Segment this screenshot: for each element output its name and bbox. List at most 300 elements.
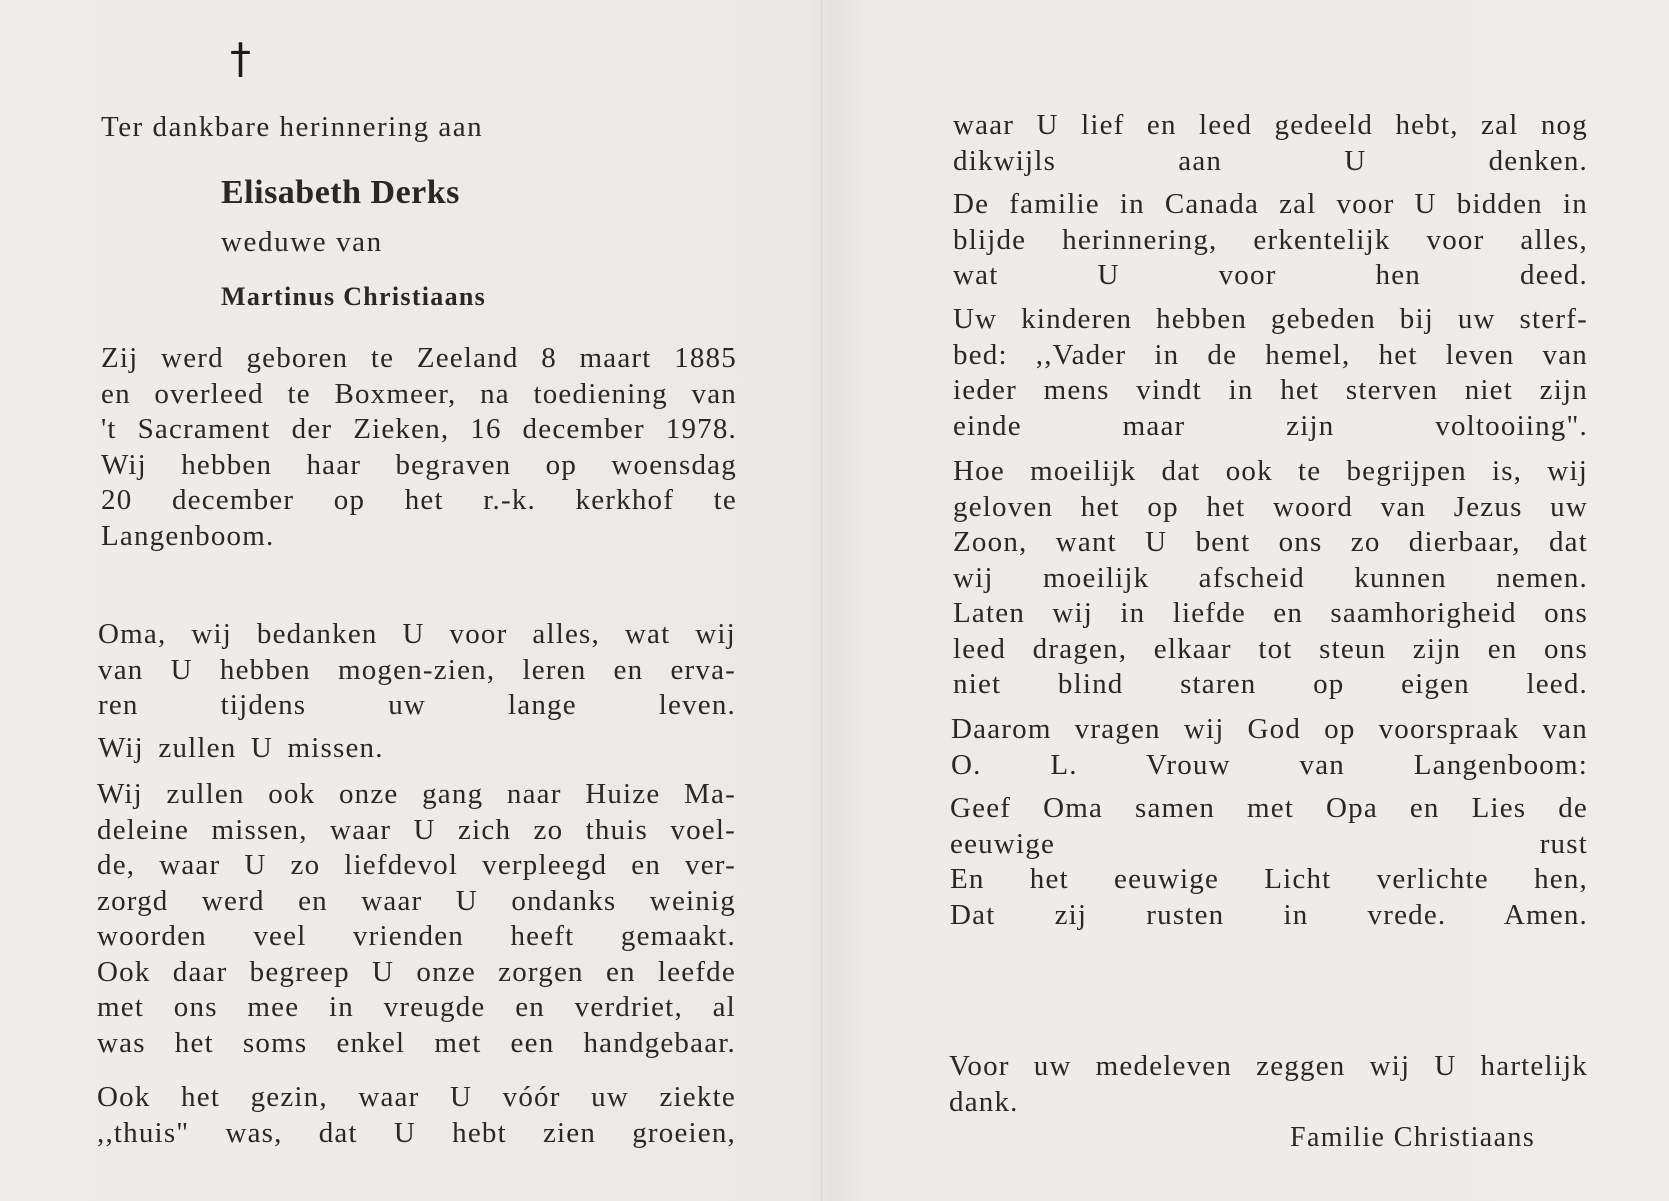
text-line <box>953 632 1588 668</box>
word: op <box>1324 713 1356 745</box>
text-line-content: Langenboom. <box>101 519 275 552</box>
word: liefdevol <box>344 849 459 881</box>
word: en <box>605 955 636 988</box>
text-line-content: O. L. Vrouw van Langenboom: <box>951 748 1588 781</box>
word: Daarom <box>951 713 1052 745</box>
word: U <box>1036 109 1059 141</box>
text-line <box>953 409 1588 445</box>
text-line <box>949 1049 1588 1085</box>
word: God <box>1247 713 1302 745</box>
text-line <box>953 596 1588 632</box>
word: voorspraak <box>1378 713 1520 745</box>
word: op <box>1147 490 1179 523</box>
word: waar <box>159 849 221 881</box>
word: leefde <box>657 955 736 988</box>
text-line <box>97 884 736 920</box>
word: zo <box>533 813 564 846</box>
word: wij <box>1369 1050 1411 1082</box>
word: werd <box>201 884 265 917</box>
word: moeilijk <box>1030 455 1137 487</box>
word: U <box>402 618 425 650</box>
word: in <box>1562 188 1588 220</box>
word: zijn <box>1539 374 1588 406</box>
word: bent <box>1195 526 1251 558</box>
word: wij <box>1052 597 1094 629</box>
word: al <box>712 991 736 1023</box>
word: geboren <box>246 342 349 374</box>
birth-paragraph <box>101 341 737 554</box>
text-line <box>953 258 1588 294</box>
word: deleine <box>97 813 190 846</box>
word: zullen <box>166 778 245 810</box>
word: en <box>631 849 662 881</box>
word: verpleegd <box>482 849 608 881</box>
word: gezin, <box>250 1081 328 1113</box>
thanks-paragraph <box>98 617 736 724</box>
word: gedeeld <box>1274 109 1374 141</box>
word: 8 <box>541 342 557 374</box>
text-line-content: niet blind staren op eigen leed. <box>953 668 1588 700</box>
word: te <box>287 377 311 410</box>
para-faith <box>953 454 1588 703</box>
word: te <box>370 342 395 374</box>
text-line <box>97 1116 736 1152</box>
word: ook <box>268 778 316 810</box>
text-line <box>950 791 1588 827</box>
word: in <box>1120 597 1146 629</box>
text-line-content: einde maar zijn voltooiing". <box>953 409 1588 442</box>
word: het <box>1378 338 1418 371</box>
word: Uw <box>953 303 998 335</box>
word: blijde <box>953 223 1027 256</box>
word: overleed <box>154 377 264 410</box>
para-thanks <box>949 1049 1588 1120</box>
husband-name: Martinus Christiaans <box>221 282 487 311</box>
word: lief <box>1081 109 1125 141</box>
word: zien <box>542 1116 597 1149</box>
word: waar <box>330 813 392 846</box>
word: de <box>1558 792 1588 824</box>
word: woord <box>1272 490 1354 523</box>
word: U <box>244 849 267 881</box>
word: Oma, <box>98 618 167 650</box>
word: met <box>97 991 145 1023</box>
word: bedanken <box>256 618 378 650</box>
text-line <box>101 412 737 448</box>
word: 1978. <box>665 413 737 445</box>
word: hebben <box>181 448 273 481</box>
intro-line: Ter dankbare herinnering aan <box>101 111 484 143</box>
text-line-content: Dat zij rusten in vrede. Amen. <box>950 898 1588 931</box>
word: groeien, <box>632 1116 736 1149</box>
text-line <box>953 144 1588 180</box>
text-line <box>97 777 736 813</box>
word: ziekte <box>659 1081 736 1113</box>
word: dat <box>318 1116 358 1149</box>
text-line <box>951 712 1588 748</box>
word: te <box>713 484 737 516</box>
word: in <box>1154 338 1180 371</box>
word: ver- <box>685 849 736 881</box>
text-line <box>101 341 737 377</box>
word: onze <box>338 778 399 810</box>
word: samen <box>1134 792 1216 824</box>
word: van <box>1380 490 1427 523</box>
text-line <box>953 490 1588 526</box>
word: Wij <box>101 448 147 481</box>
text-line <box>953 338 1588 374</box>
word: wij <box>1183 713 1225 745</box>
word: is, <box>1491 455 1523 487</box>
word: het <box>1280 374 1320 406</box>
word: wij <box>191 618 232 650</box>
word: na <box>480 377 510 410</box>
word: zich <box>458 813 512 846</box>
word: wij <box>695 618 736 650</box>
word: Jezus <box>1453 490 1523 523</box>
text-line <box>97 1080 736 1116</box>
text-line <box>97 1026 736 1062</box>
word: ons <box>173 991 218 1023</box>
word: ondanks <box>511 884 617 917</box>
word: naar <box>506 778 562 810</box>
word: was, <box>225 1116 283 1149</box>
word: dragen, <box>1032 632 1128 665</box>
word: mee <box>247 991 300 1023</box>
word: ons <box>1544 632 1588 665</box>
text-line <box>98 617 736 653</box>
word: der <box>291 413 333 445</box>
word: en <box>515 991 545 1023</box>
word: van <box>98 653 144 686</box>
word: van <box>1542 713 1588 745</box>
word: U <box>413 813 436 846</box>
word: geloven <box>953 490 1054 523</box>
text-line <box>101 448 737 484</box>
word: wat <box>624 618 671 650</box>
word: weinig <box>649 884 736 917</box>
word: en <box>613 653 644 686</box>
word: kerkhof <box>575 484 675 516</box>
word: Hoe <box>953 455 1005 487</box>
text-line-content: En het eeuwige Licht verlichte hen, <box>950 863 1588 895</box>
huize-paragraph <box>97 777 736 1061</box>
word: op <box>333 484 366 516</box>
word: zo <box>1350 526 1381 558</box>
word: zorgd <box>97 884 169 917</box>
word: familie <box>1009 188 1100 220</box>
text-line <box>950 898 1588 934</box>
word: hebben <box>1156 303 1248 335</box>
text-line <box>953 373 1588 409</box>
text-line-content: wij moeilijk afscheid kunnen nemen. <box>953 561 1588 594</box>
word: U <box>1145 526 1168 558</box>
word: de, <box>97 849 136 881</box>
word: alles, <box>1520 223 1588 256</box>
word: 16 <box>470 413 502 445</box>
word: vragen <box>1074 713 1161 745</box>
word: vindt <box>1136 374 1202 406</box>
word: en <box>101 377 131 410</box>
word: voel- <box>670 813 736 846</box>
word: Wij <box>97 778 143 810</box>
text-line <box>953 187 1588 223</box>
word: mogen-zien, <box>337 653 496 686</box>
word: missen, <box>211 813 308 846</box>
word: zal <box>1279 188 1317 220</box>
word: elkaar <box>1153 632 1232 665</box>
text-line <box>950 827 1588 863</box>
text-line <box>101 483 737 519</box>
word: het <box>181 1081 221 1113</box>
word: december <box>522 413 645 445</box>
word: met <box>1247 792 1295 824</box>
word: Voor <box>949 1050 1010 1082</box>
word: herinnering, <box>1062 223 1218 256</box>
word: steun <box>1319 632 1387 665</box>
word: dat <box>1161 455 1201 487</box>
text-line <box>949 1085 1588 1121</box>
word: met <box>434 1026 482 1059</box>
word: ,,Vader <box>1035 338 1127 371</box>
word: haar <box>306 448 362 481</box>
word: daar <box>172 955 228 988</box>
word: nog <box>1540 109 1588 141</box>
word: Zeeland <box>416 342 519 374</box>
word: mens <box>1043 374 1110 406</box>
text-line <box>953 525 1588 561</box>
word: begreep <box>249 955 350 988</box>
text-line <box>953 302 1588 338</box>
word: en <box>298 884 328 917</box>
word: hebt <box>452 1116 507 1149</box>
word: ieder <box>953 374 1017 406</box>
right-page <box>823 0 1669 1201</box>
family-paragraph <box>97 1080 736 1151</box>
word: onze <box>416 955 476 988</box>
word: van <box>1542 338 1588 371</box>
word: te <box>1297 455 1322 487</box>
text-line-content: ren tijdens uw lange leven. <box>98 689 736 721</box>
word: uw <box>1550 490 1588 523</box>
word: uw <box>1033 1050 1072 1082</box>
text-line <box>951 748 1588 784</box>
word: kinderen <box>1021 303 1133 335</box>
deceased-name: Elisabeth Derks <box>221 174 460 211</box>
text-line-content: wat U voor hen deed. <box>953 259 1588 291</box>
text-line <box>97 813 736 849</box>
word: uw <box>591 1081 629 1113</box>
para-prayer <box>950 791 1588 933</box>
text-line <box>953 223 1588 259</box>
word: in <box>1228 374 1254 406</box>
word: in <box>329 991 354 1023</box>
family-signature: Familie Christiaans <box>1290 1122 1536 1153</box>
word: de <box>1207 338 1238 371</box>
word: U <box>372 955 395 988</box>
para-canada <box>953 187 1588 294</box>
word: enkel <box>336 1026 406 1059</box>
word: toediening <box>533 377 668 410</box>
text-line <box>97 955 736 991</box>
text-line <box>953 667 1588 703</box>
word: hemel, <box>1265 338 1351 371</box>
word: De <box>953 188 990 220</box>
text-line-content: eeuwige rust <box>950 827 1588 860</box>
miss-line: Wij zullen U missen. <box>98 732 384 764</box>
word: leven <box>1445 338 1515 371</box>
word: waar <box>358 1081 420 1113</box>
word: ons <box>1544 597 1588 629</box>
word: 20 <box>101 484 133 516</box>
left-page <box>0 0 820 1201</box>
word: Huize <box>585 778 661 810</box>
word: medeleven <box>1095 1050 1233 1082</box>
word: begrijpen <box>1346 455 1467 487</box>
word: gang <box>422 778 484 810</box>
word: Boxmeer, <box>334 377 457 410</box>
text-line <box>953 108 1588 144</box>
word: U <box>393 1116 417 1149</box>
word: thuis <box>585 813 649 846</box>
word: soms <box>242 1026 308 1059</box>
word: Oma <box>1043 792 1104 824</box>
word: r.-k. <box>483 484 536 516</box>
word: waar <box>953 109 1015 141</box>
para-shared-life <box>953 108 1588 179</box>
word: leed <box>953 632 1007 665</box>
word: Sacrament <box>137 413 271 445</box>
word: dierbaar, <box>1408 526 1521 558</box>
word: Zieken, <box>353 413 450 445</box>
word: het <box>1080 490 1120 523</box>
word: tot <box>1258 632 1293 665</box>
word: zeggen <box>1256 1050 1346 1082</box>
word: Ma- <box>684 778 736 810</box>
word: sterven <box>1345 374 1439 406</box>
word: hebben <box>219 653 311 686</box>
word: ,,thuis" <box>97 1116 190 1149</box>
word: Lies <box>1471 792 1527 824</box>
word: woensdag <box>611 448 737 481</box>
word: uw <box>1457 303 1496 335</box>
word: U <box>1414 188 1437 220</box>
word: hartelijk <box>1480 1050 1588 1082</box>
word: begraven <box>395 448 512 481</box>
word: 1885 <box>674 342 737 374</box>
word: U <box>170 653 193 686</box>
word: dat <box>1548 526 1588 558</box>
word: niet <box>1464 374 1513 406</box>
word: leed <box>1199 109 1253 141</box>
word: bed: <box>953 338 1008 371</box>
word: het <box>174 1026 214 1059</box>
text-line <box>950 862 1588 898</box>
para-intercession <box>951 712 1588 783</box>
word: gebeden <box>1270 303 1376 335</box>
word: een <box>510 1026 555 1059</box>
word: verdriet, <box>574 991 683 1023</box>
word: sterf- <box>1519 303 1588 335</box>
text-line <box>101 519 737 555</box>
word: en <box>1409 792 1440 824</box>
word: erva- <box>670 653 736 686</box>
word: ons <box>1278 526 1323 558</box>
word: bij <box>1399 303 1434 335</box>
word: Laten <box>953 597 1026 629</box>
text-line-content: dikwijls aan U denken. <box>953 144 1588 177</box>
text-line <box>953 561 1588 597</box>
word: zal <box>1481 109 1519 141</box>
word: ook <box>1225 455 1273 487</box>
word: U <box>450 1081 473 1113</box>
word: voor <box>1336 188 1395 220</box>
text-line <box>97 919 736 955</box>
word: liefde <box>1172 597 1246 629</box>
word: maart <box>579 342 652 374</box>
word: werd <box>161 342 224 374</box>
word: Ook <box>97 955 151 988</box>
word: voor <box>1426 223 1485 256</box>
word: U <box>1434 1050 1457 1082</box>
word: bidden <box>1456 188 1543 220</box>
word: Zij <box>101 342 139 374</box>
word: zijn <box>1412 632 1462 665</box>
word: december <box>171 484 295 516</box>
text-line <box>97 990 736 1026</box>
word: het <box>1206 490 1246 523</box>
word: Ook <box>97 1081 151 1113</box>
text-line-content: dank. <box>949 1085 1019 1118</box>
word: vreugde <box>383 991 486 1023</box>
word: want <box>1055 526 1117 558</box>
word: en <box>1487 632 1518 665</box>
word: erkentelijk <box>1253 223 1391 256</box>
word: Zoon, <box>953 526 1028 558</box>
word: handgebaar. <box>583 1026 736 1059</box>
word: leren <box>522 653 587 686</box>
word: U <box>455 884 478 917</box>
word: en <box>1273 597 1304 629</box>
text-line <box>101 377 737 413</box>
para-children-prayer <box>953 302 1588 444</box>
word: wij <box>1547 455 1588 487</box>
word: zorgen <box>498 955 584 988</box>
text-line <box>953 454 1588 490</box>
word: 't <box>101 413 117 445</box>
word: was <box>97 1026 146 1059</box>
word: hebt, <box>1395 109 1459 141</box>
word: Opa <box>1326 792 1378 824</box>
word: Geef <box>950 792 1012 824</box>
word: Canada <box>1164 188 1260 220</box>
word: van <box>691 377 737 410</box>
word: voor <box>449 618 508 650</box>
word: saamhorigheid <box>1330 597 1517 629</box>
text-line <box>98 688 736 724</box>
word: zo <box>290 849 321 881</box>
word: alles, <box>532 618 600 650</box>
text-line <box>97 848 736 884</box>
word: het <box>404 484 444 516</box>
widow-line: weduwe van <box>221 226 383 258</box>
cross-icon: † <box>230 34 251 83</box>
word: vóór <box>502 1081 561 1113</box>
word: en <box>1146 109 1177 141</box>
word: waar <box>361 884 423 917</box>
word: in <box>1119 188 1145 220</box>
text-line <box>98 653 736 689</box>
